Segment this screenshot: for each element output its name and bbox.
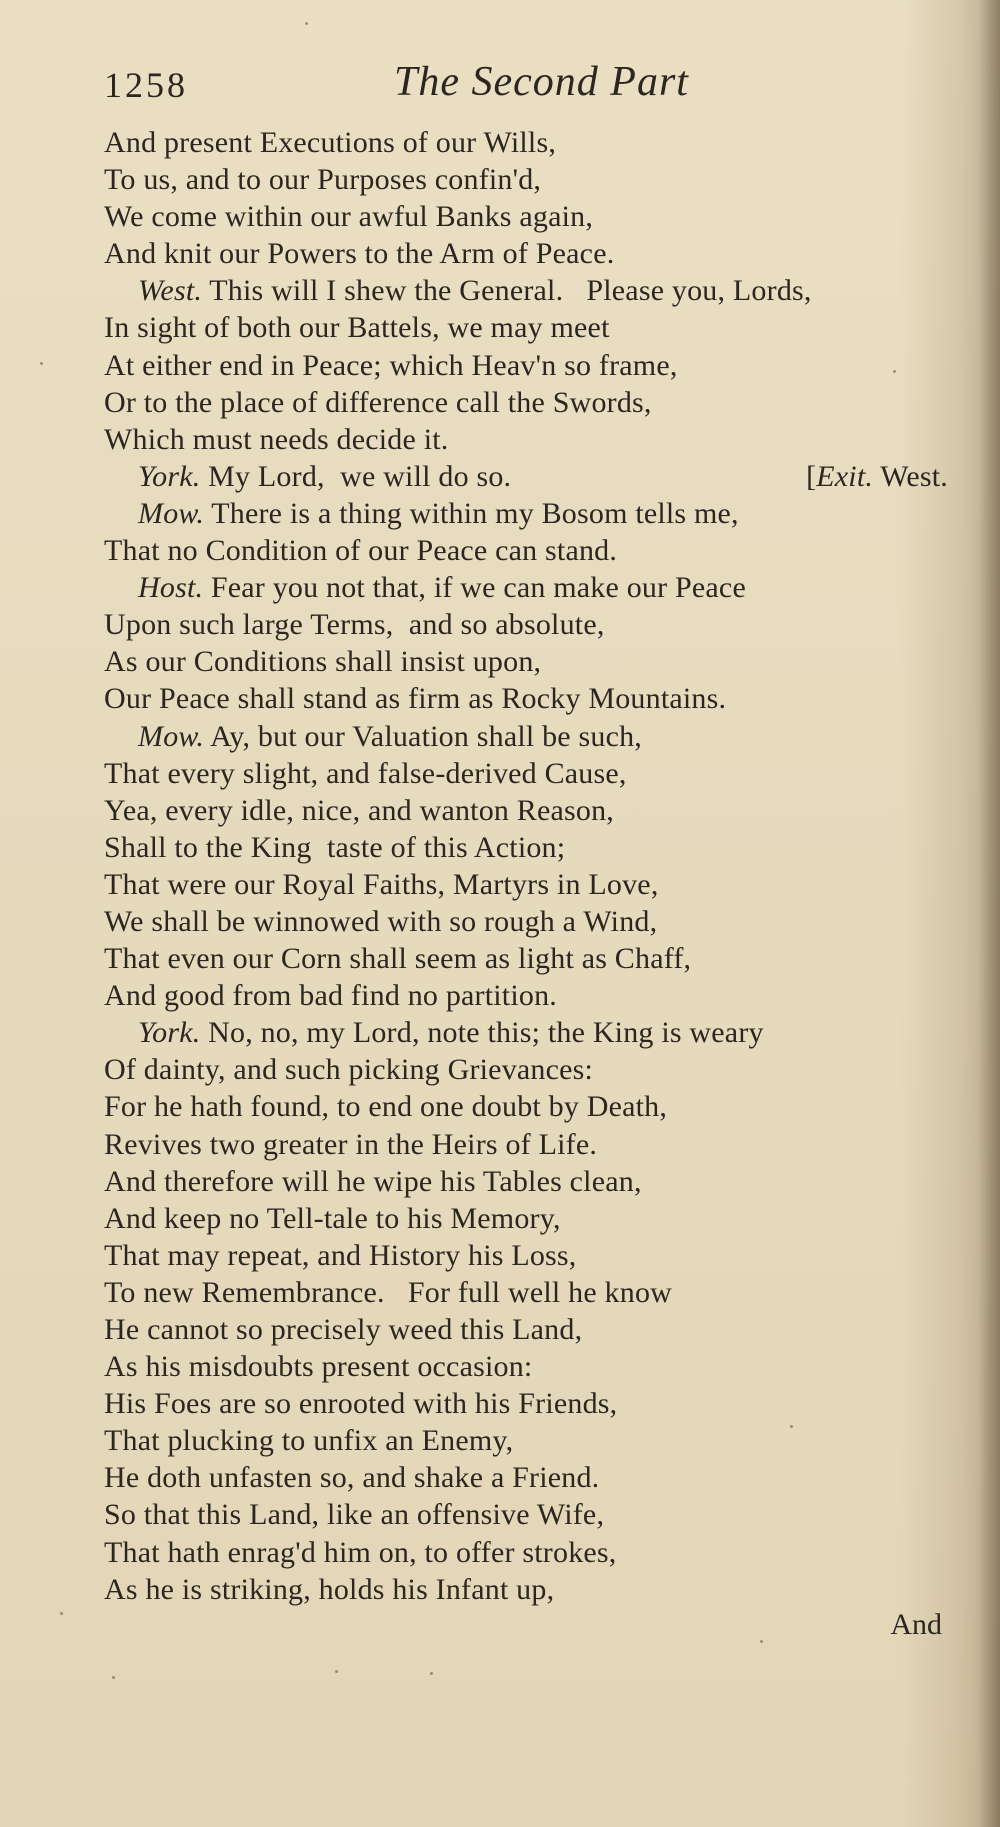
spine-shadow (978, 0, 1000, 1827)
speech-line (104, 1014, 944, 1051)
line-text: As his misdoubts present occasion: (104, 1350, 533, 1384)
running-title: The Second Part (394, 59, 689, 105)
line-text: We come within our awful Banks again, (104, 200, 594, 234)
verse-line (104, 1385, 944, 1422)
paper-speck (305, 22, 308, 25)
line-text: He doth unfasten so, and shake a Friend. (104, 1461, 600, 1495)
line-text: And knit our Powers to the Arm of Peace. (104, 237, 615, 271)
verse-line (104, 124, 944, 161)
stage-bracket: [ (806, 459, 817, 493)
line-text: That plucking to unfix an Enemy, (104, 1424, 514, 1458)
line-text: My Lord, we will do so. (208, 459, 512, 493)
verse-line (104, 347, 944, 384)
line-text: Which must needs decide it. (104, 422, 449, 456)
verse-line (104, 161, 944, 198)
verse-line (104, 829, 944, 866)
line-text: At either end in Peace; which Heav'n so frame, (104, 348, 678, 382)
line-text: Or to the place of difference call the Swords, (104, 385, 652, 419)
paper-speck (112, 1676, 115, 1679)
verse-line (104, 940, 944, 977)
verse-line (104, 309, 944, 346)
line-text: For he hath found, to end one doubt by Death, (104, 1090, 668, 1124)
verse-line (104, 1126, 944, 1163)
line-text: To us, and to our Purposes confin'd, (104, 163, 542, 197)
speaker-name: Host. (138, 571, 204, 605)
page-number: 1258 (104, 65, 188, 105)
verse-line (104, 643, 944, 680)
verse-line (104, 1311, 944, 1348)
verse-line (104, 903, 944, 940)
line-text: As our Conditions shall insist upon, (104, 645, 542, 679)
paper-speck (60, 1612, 63, 1615)
line-text: And keep no Tell-tale to his Memory, (104, 1201, 561, 1235)
verse-text (104, 124, 948, 1608)
paper-speck (40, 362, 43, 365)
verse-line (104, 1496, 944, 1533)
paper-speck (790, 1425, 793, 1428)
paper-speck (335, 1670, 338, 1673)
line-text: In sight of both our Battels, we may meet (104, 311, 610, 345)
verse-line (104, 1274, 944, 1311)
line-text: There is a thing within my Bosom tells me, (211, 496, 739, 530)
line-text: Revives two greater in the Heirs of Life. (104, 1127, 598, 1161)
verse-line (104, 421, 944, 458)
speaker-name: York. (138, 459, 201, 493)
verse-line (104, 198, 944, 235)
paper-speck (893, 370, 896, 373)
line-text: Fear you not that, if we can make our Peace (210, 571, 746, 605)
line-text: That may repeat, and History his Loss, (104, 1238, 577, 1272)
stage-exit: Exit. (816, 459, 874, 493)
speech-line (104, 569, 944, 606)
line-text: That were our Royal Faiths, Martyrs in Love, (104, 867, 659, 901)
line-text: And good from bad find no partition. (104, 979, 557, 1013)
verse-line (104, 1422, 944, 1459)
speaker-name: West. (138, 274, 203, 308)
line-text: Our Peace shall stand as firm as Rocky Mountains. (104, 682, 727, 716)
verse-line (104, 1163, 944, 1200)
verse-line (104, 1459, 944, 1496)
line-text: And therefore will he wipe his Tables clean, (104, 1164, 642, 1198)
line-text: That every slight, and false-derived Cause, (104, 756, 627, 790)
line-text: Yea, every idle, nice, and wanton Reason, (104, 793, 615, 827)
verse-line (104, 606, 944, 643)
speech-line (104, 718, 944, 755)
paper-speck (430, 1672, 433, 1675)
line-text: Shall to the King taste of this Action; (104, 830, 566, 864)
stage-character: West. (880, 459, 948, 493)
line-text: His Foes are so enrooted with his Friends, (104, 1387, 618, 1421)
speaker-name: York. (138, 1016, 201, 1050)
verse-line (104, 235, 944, 272)
verse-line (104, 1237, 944, 1274)
speaker-name: Mow. (138, 719, 205, 753)
verse-line (104, 1051, 944, 1088)
line-text: Ay, but our Valuation shall be such, (210, 719, 643, 753)
verse-line (104, 866, 944, 903)
speech-line (104, 458, 948, 495)
page-header (104, 58, 884, 108)
line-text: So that this Land, like an offensive Wife, (104, 1498, 605, 1532)
speech-line (104, 495, 944, 532)
line-text: He cannot so precisely weed this Land, (104, 1313, 583, 1346)
verse-line (104, 755, 944, 792)
catchword: And (890, 1608, 942, 1641)
line-text: That even our Corn shall seem as light as Chaff, (104, 942, 692, 976)
verse-line (104, 1348, 944, 1385)
verse-line (104, 977, 944, 1014)
speech-line (104, 272, 944, 309)
verse-line (104, 1200, 944, 1237)
verse-line (104, 384, 944, 421)
line-text: This will I shew the General. Please you, Lords, (209, 274, 812, 308)
verse-line (104, 792, 944, 829)
verse-line (104, 680, 944, 717)
verse-line (104, 1088, 944, 1125)
line-text: To new Remembrance. For full well he know (104, 1275, 673, 1309)
verse-line (104, 1534, 944, 1571)
speaker-name: Mow. (138, 496, 205, 530)
line-text: As he is striking, holds his Infant up, (104, 1572, 555, 1606)
line-text: We shall be winnowed with so rough a Wind, (104, 904, 658, 938)
line-text: That no Condition of our Peace can stand. (104, 534, 618, 568)
verse-line (104, 532, 944, 569)
line-text: That hath enrag'd him on, to offer strokes, (104, 1535, 617, 1569)
line-text: No, no, my Lord, note this; the King is weary (208, 1016, 764, 1050)
stage-direction (806, 458, 948, 495)
paper-speck (760, 1640, 763, 1643)
line-text: Upon such large Terms, and so absolute, (104, 608, 605, 642)
line-text: Of dainty, and such picking Grievances: (104, 1053, 594, 1087)
verse-line (104, 1571, 944, 1608)
line-text: And present Executions of our Wills, (104, 126, 557, 159)
